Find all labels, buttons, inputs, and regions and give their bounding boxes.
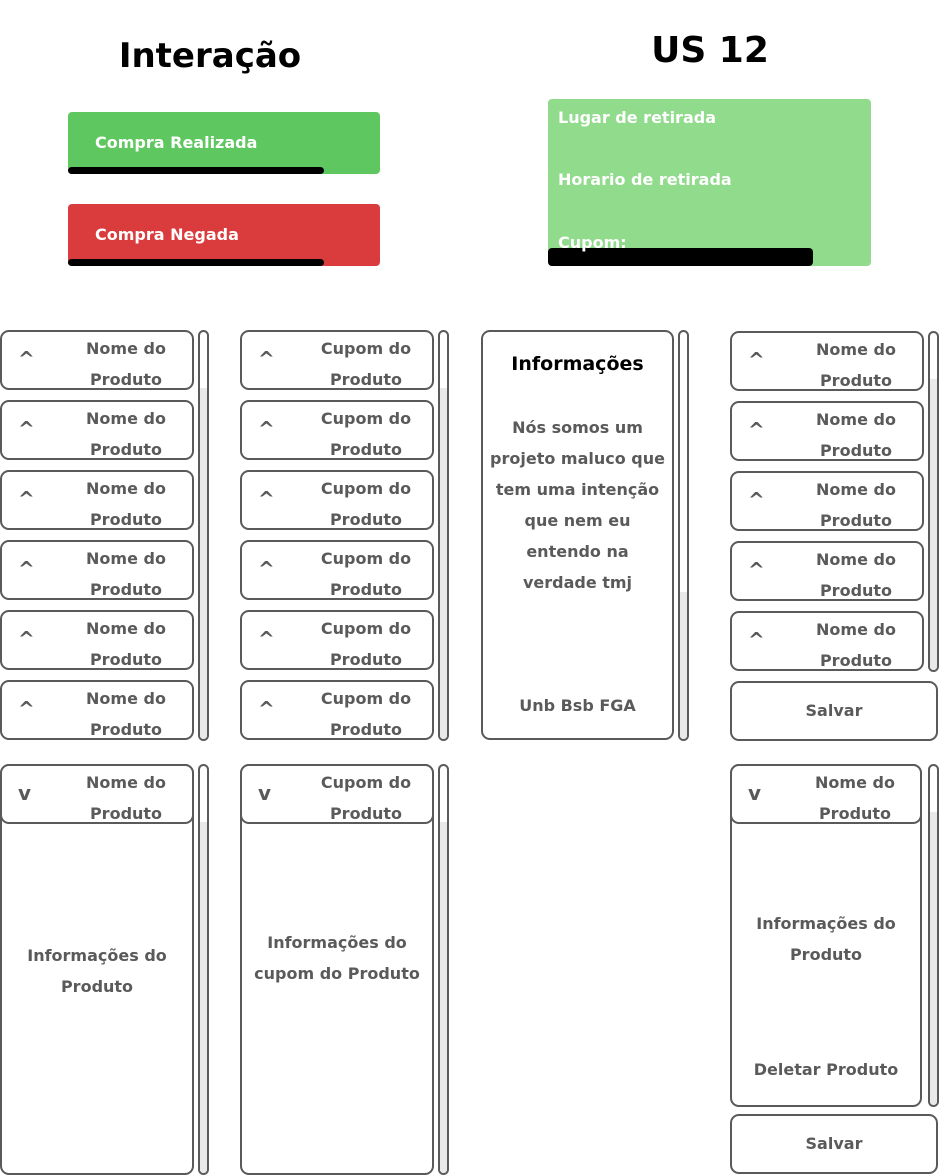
chevron-down-icon[interactable]: v — [258, 781, 272, 805]
product-row[interactable] — [0, 400, 194, 460]
admin-product-row[interactable] — [730, 471, 924, 531]
pickup-place-label: Lugar de retirada — [558, 108, 716, 127]
save-button[interactable] — [730, 1114, 938, 1174]
us12-heading: US 12 — [651, 30, 769, 71]
product-name: Nome do Produto — [86, 409, 166, 459]
coupon-name: Cupom do Produto — [320, 479, 412, 529]
chevron-up-icon[interactable]: ^ — [748, 558, 765, 582]
coupon-name: Cupom do Produto — [320, 339, 412, 389]
expanded-coupon-scrollbar[interactable] — [438, 764, 449, 1175]
admin-product-name: Nome do Produto — [816, 480, 896, 530]
coupon-name: Cupom do Produto — [320, 773, 412, 823]
coupon-row[interactable] — [240, 540, 434, 600]
chevron-up-icon[interactable]: ^ — [258, 627, 275, 651]
product-list-scrollbar[interactable] — [198, 330, 209, 741]
purchase-success-toast — [68, 112, 380, 174]
info-card-scrollbar[interactable] — [678, 330, 689, 741]
pickup-panel — [548, 99, 871, 266]
coupon-name: Cupom do Produto — [320, 549, 412, 599]
chevron-up-icon[interactable]: ^ — [18, 627, 35, 651]
expanded-coupon-header[interactable] — [240, 764, 434, 824]
purchase-denied-toast — [68, 204, 380, 266]
info-card-body: Nós somos um projeto maluco que tem uma intenção que nem eu entendo na verdade tmj — [490, 418, 665, 592]
product-row[interactable] — [0, 610, 194, 670]
chevron-up-icon[interactable]: ^ — [258, 347, 275, 371]
chevron-up-icon[interactable]: ^ — [748, 488, 765, 512]
chevron-up-icon[interactable]: ^ — [258, 417, 275, 441]
info-card-footer: Unb Bsb FGA — [519, 696, 636, 715]
admin-product-name: Nome do Produto — [815, 773, 895, 823]
toast-progress-bar — [68, 167, 324, 174]
chevron-down-icon[interactable]: v — [748, 781, 762, 805]
admin-product-row[interactable] — [730, 331, 924, 391]
admin-product-row[interactable] — [730, 611, 924, 671]
product-name: Nome do Produto — [86, 339, 166, 389]
chevron-up-icon[interactable]: ^ — [258, 697, 275, 721]
product-name: Nome do Produto — [86, 619, 166, 669]
product-name: Nome do Produto — [86, 549, 166, 599]
save-button-label: Salvar — [805, 1134, 863, 1153]
expanded-admin-product-header[interactable] — [730, 764, 922, 824]
chevron-up-icon[interactable]: ^ — [748, 348, 765, 372]
coupon-name: Cupom do Produto — [320, 689, 412, 739]
chevron-up-icon[interactable]: ^ — [18, 417, 35, 441]
admin-product-name: Nome do Produto — [816, 340, 896, 390]
chevron-up-icon[interactable]: ^ — [18, 557, 35, 581]
coupon-row[interactable] — [240, 470, 434, 530]
product-name: Nome do Produto — [86, 689, 166, 739]
admin-product-name: Nome do Produto — [816, 620, 896, 670]
expanded-product-header[interactable] — [0, 764, 194, 824]
product-row[interactable] — [0, 540, 194, 600]
product-info: Informações do Produto — [27, 946, 167, 996]
chevron-up-icon[interactable]: ^ — [748, 628, 765, 652]
chevron-up-icon[interactable]: ^ — [748, 418, 765, 442]
chevron-down-icon[interactable]: v — [18, 781, 32, 805]
chevron-up-icon[interactable]: ^ — [18, 347, 35, 371]
coupon-label: Cupom: — [558, 233, 627, 252]
coupon-row[interactable] — [240, 330, 434, 390]
info-card-title: Informações — [511, 353, 644, 375]
product-row[interactable] — [0, 680, 194, 740]
purchase-success-label: Compra Realizada — [95, 133, 258, 152]
chevron-up-icon[interactable]: ^ — [258, 487, 275, 511]
purchase-denied-label: Compra Negada — [95, 225, 239, 244]
chevron-up-icon[interactable]: ^ — [18, 697, 35, 721]
chevron-up-icon[interactable]: ^ — [18, 487, 35, 511]
admin-product-row[interactable] — [730, 401, 924, 461]
admin-product-name: Nome do Produto — [816, 550, 896, 600]
product-name: Nome do Produto — [86, 479, 166, 529]
coupon-row[interactable] — [240, 400, 434, 460]
toast-progress-bar — [68, 259, 324, 266]
info-card — [481, 330, 674, 740]
product-row[interactable] — [0, 470, 194, 530]
admin-product-name: Nome do Produto — [816, 410, 896, 460]
expanded-admin-scrollbar[interactable] — [928, 764, 939, 1107]
admin-list-scrollbar[interactable] — [928, 331, 939, 672]
save-button-label: Salvar — [805, 701, 863, 720]
product-row[interactable] — [0, 330, 194, 390]
delete-product-button[interactable]: Deletar Produto — [753, 1060, 899, 1079]
coupon-row[interactable] — [240, 680, 434, 740]
coupon-row[interactable] — [240, 610, 434, 670]
admin-product-row[interactable] — [730, 541, 924, 601]
pickup-time-label: Horario de retirada — [558, 170, 732, 189]
expanded-product-scrollbar[interactable] — [198, 764, 209, 1175]
coupon-info: Informações do cupom do Produto — [254, 933, 420, 983]
coupon-name: Cupom do Produto — [320, 409, 412, 459]
chevron-up-icon[interactable]: ^ — [258, 557, 275, 581]
interaction-heading: Interação — [118, 36, 302, 76]
product-name: Nome do Produto — [86, 773, 166, 823]
coupon-list-scrollbar[interactable] — [438, 330, 449, 741]
coupon-name: Cupom do Produto — [320, 619, 412, 669]
save-button[interactable] — [730, 681, 938, 741]
admin-product-info: Informações do Produto — [756, 914, 896, 964]
